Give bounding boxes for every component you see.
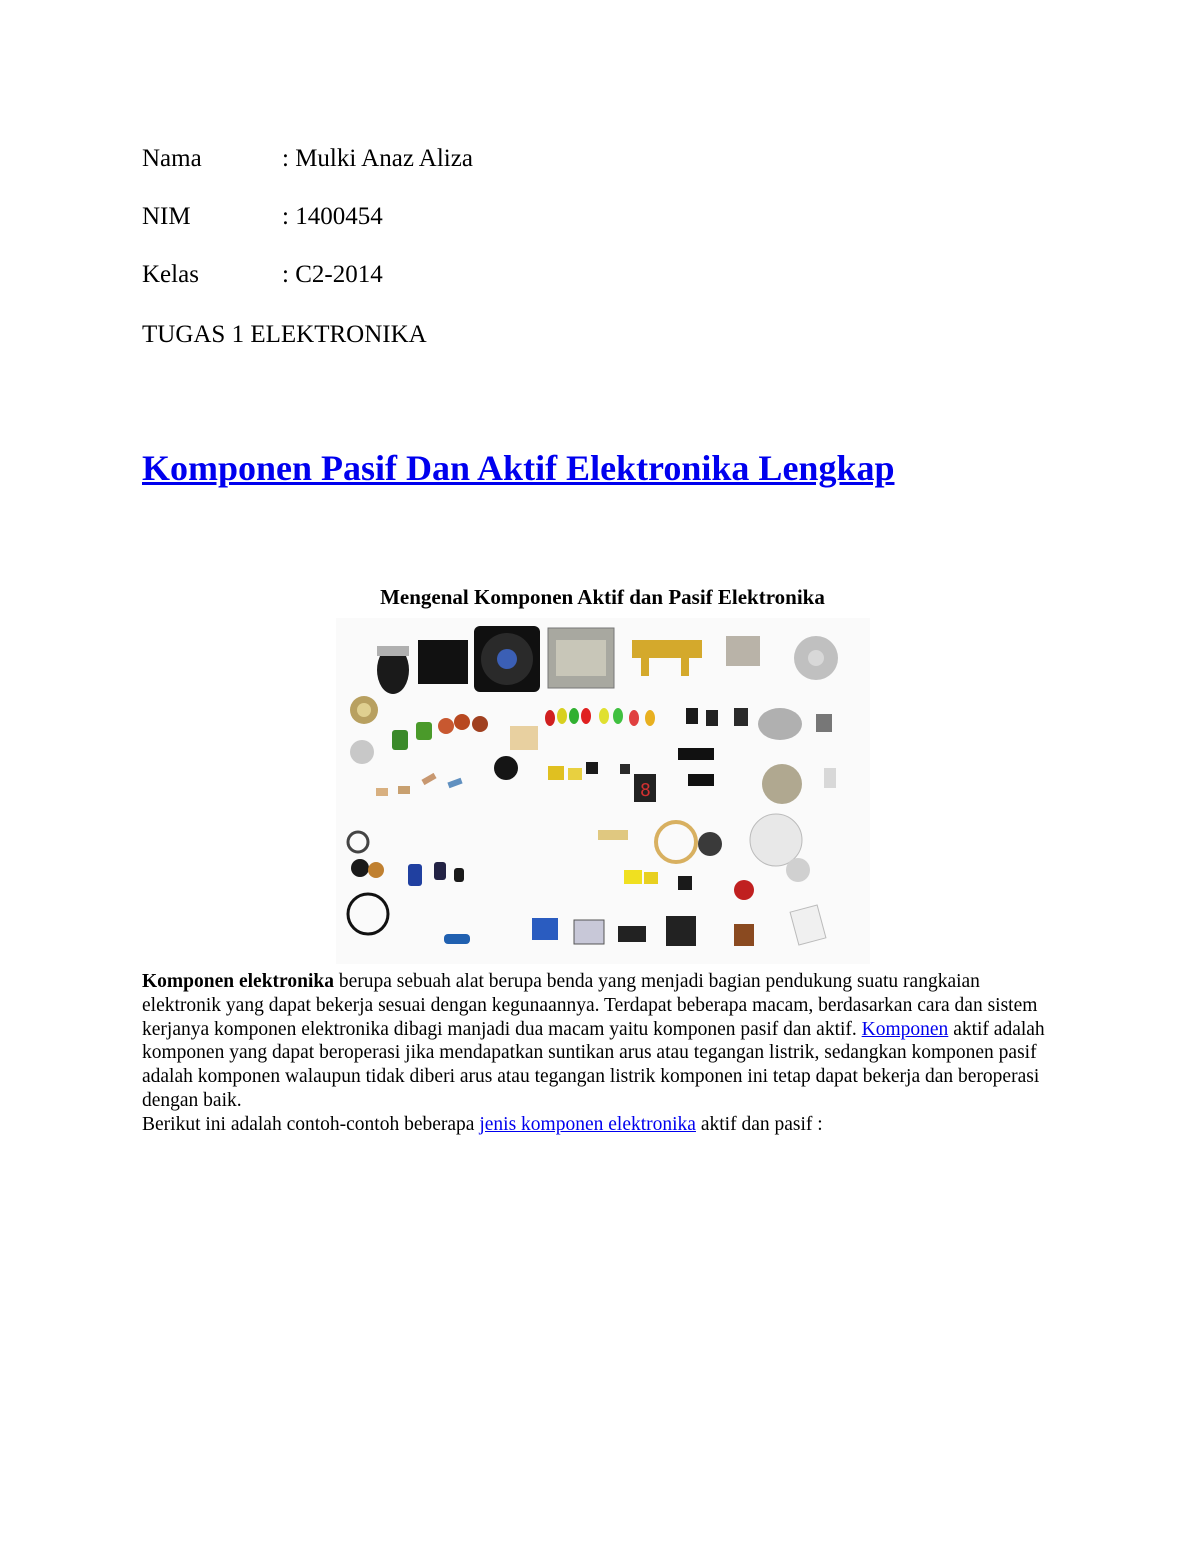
nim-row	[142, 202, 642, 232]
kelas-label: Kelas	[142, 261, 199, 288]
main-heading-link[interactable]: Komponen Pasif Dan Aktif Elektronika Lengkap	[142, 448, 895, 488]
electronic-components-photo	[336, 618, 870, 964]
kelas-value: : C2-2014	[282, 261, 383, 288]
task-title: TUGAS 1 ELEKTRONIKA	[142, 321, 427, 348]
kelas-row	[142, 260, 642, 290]
nama-row	[142, 144, 642, 174]
examples-line-end: aktif dan pasif :	[695, 1113, 823, 1135]
nama-value: : Mulki Anaz Aliza	[282, 145, 473, 172]
paragraph-part2: aktif adalah komponen yang dapat beroperasi jika mendapatkan suntikan arus atau tegangan listrik, sedangkan komponen pasif adalah komponen walaupun tidak diberi arus atau tegangan listrik komponen ini tetap dapat bekerja dan beroperasi dengan baik.	[142, 1018, 1045, 1111]
intro-paragraph	[142, 970, 1062, 1113]
svg-text:8: 8	[640, 780, 651, 801]
paragraph-part1: berupa sebuah alat berupa benda yang menjadi bagian pendukung suatu rangkaian elektronik yang dapat bekerja sesuai dengan kegunaannya. Terdapat beberapa macam, berdasarkan cara dan sistem kerjanya komponen elektronika dibagi manjadi dua macam yaitu komponen pasif dan aktif.	[142, 971, 1038, 1040]
jenis-komponen-link[interactable]: jenis komponen elektronika	[479, 1113, 696, 1135]
body-paragraph	[142, 970, 1062, 1137]
figure-caption: Mengenal Komponen Aktif dan Pasif Elektronika	[380, 585, 825, 609]
nama-label: Nama	[142, 145, 202, 172]
examples-line-start: Berikut ini adalah contoh-contoh beberapa	[142, 1113, 480, 1135]
nim-value: : 1400454	[282, 203, 383, 230]
nim-label: NIM	[142, 203, 191, 230]
examples-line	[142, 1113, 1062, 1137]
bold-lead: Komponen elektronika	[142, 971, 334, 992]
komponen-link[interactable]: Komponen	[861, 1018, 949, 1040]
